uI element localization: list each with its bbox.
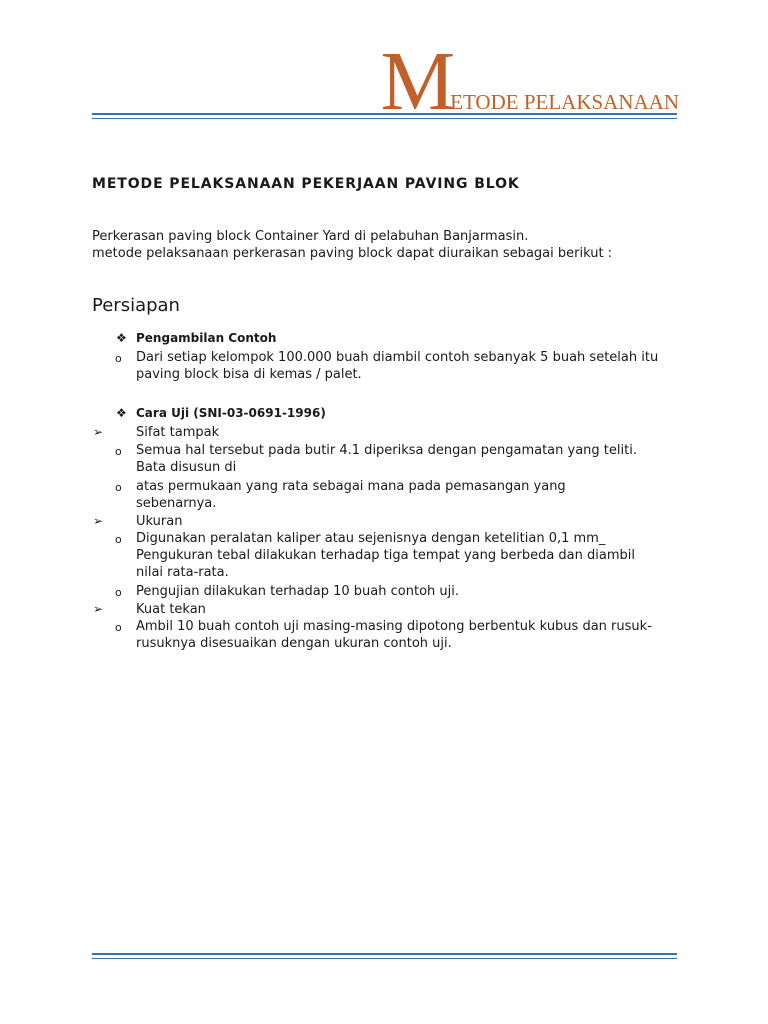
- document-title: METODE PELAKSANAAN PEKERJAAN PAVING BLOK: [92, 176, 520, 192]
- circle-bullet-icon: o: [115, 445, 122, 458]
- footer-rule-bottom: [92, 958, 677, 959]
- arrow-bullet-icon: ➢: [93, 602, 104, 616]
- arrow-bullet-icon: ➢: [93, 425, 104, 439]
- list-item: atas permukaan yang rata sebagai mana pada pemasangan yang sebenarnya.: [136, 479, 566, 511]
- group-label-kuat-tekan: Kuat tekan: [136, 602, 206, 617]
- list-item: Semua hal tersebut pada butir 4.1 diperiksa dengan pengamatan yang teliti. Bata disusun di: [136, 443, 637, 475]
- list-item: Dari setiap kelompok 100.000 buah diambil contoh sebanyak 5 buah setelah itu paving block bisa di kemas / palet.: [136, 350, 659, 382]
- circle-bullet-icon: o: [115, 352, 122, 365]
- header-logo: [0, 35, 679, 128]
- group-label-sifat-tampak: Sifat tampak: [136, 425, 220, 440]
- header-rule-bottom: [92, 118, 677, 119]
- intro-line-2: metode pelaksanaan perkerasan paving block dapat diuraikan sebagai berikut :: [92, 246, 613, 261]
- intro-line-1: Perkerasan paving block Container Yard di pelabuhan Banjarmasin.: [92, 229, 529, 244]
- list-item: Ambil 10 buah contoh uji masing-masing dipotong berbentuk kubus dan rusuk- rusuknya disesuaikan dengan ukuran contoh uji.: [136, 619, 652, 651]
- subsection-title-cara-uji: Cara Uji (SNI-03-0691-1996): [136, 406, 326, 420]
- group-label-ukuran: Ukuran: [136, 514, 183, 529]
- arrow-bullet-icon: ➢: [93, 514, 104, 528]
- subsection-title-pengambilan: Pengambilan Contoh: [136, 331, 277, 345]
- header-rule-top: [92, 113, 677, 115]
- diamond-bullet-icon: ❖: [116, 406, 127, 420]
- list-item: Pengujian dilakukan terhadap 10 buah contoh uji.: [136, 584, 459, 599]
- list-item: Digunakan peralatan kaliper atau sejenisnya dengan ketelitian 0,1 mm_ Pengukuran tebal dilakukan terhadap tiga tempat yang berbeda dan diambil nilai rata-rata.: [136, 531, 635, 580]
- intro-paragraph: [92, 228, 612, 262]
- diamond-bullet-icon: ❖: [116, 331, 127, 345]
- circle-bullet-icon: o: [115, 621, 122, 634]
- footer-rule-top: [92, 953, 677, 955]
- logo-text: ETODE PELAKSANAAN: [450, 90, 679, 114]
- logo-initial: M: [380, 35, 455, 128]
- circle-bullet-icon: o: [115, 533, 122, 546]
- section-heading: Persiapan: [92, 295, 180, 316]
- circle-bullet-icon: o: [115, 586, 122, 599]
- circle-bullet-icon: o: [115, 481, 122, 494]
